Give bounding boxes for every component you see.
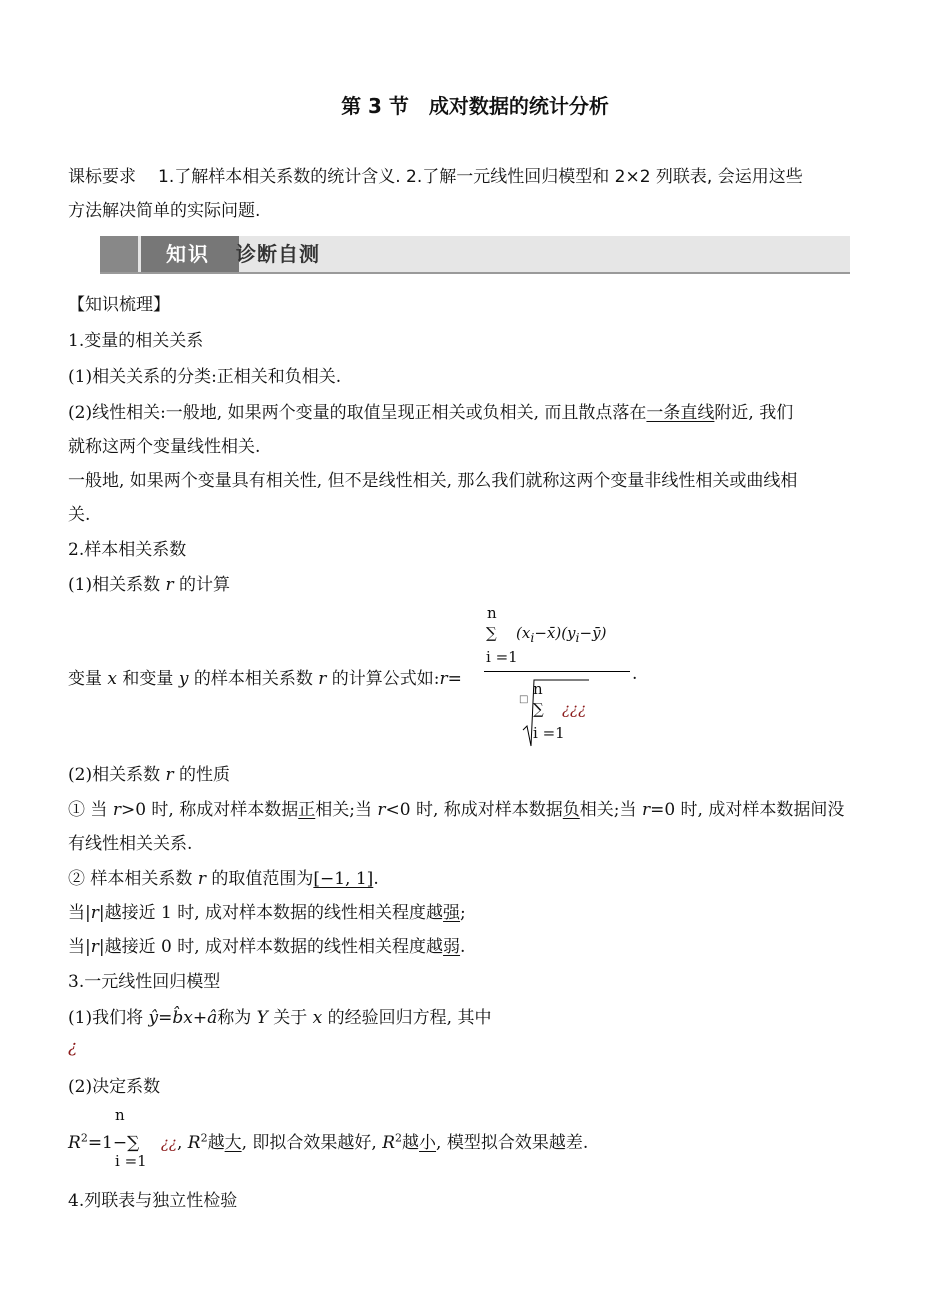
requirement-text-2: 方法解决简单的实际问题. [68,201,261,221]
s1-p1: (1)相关关系的分类:正相关和负相关. [68,367,342,387]
curriculum-requirement [68,160,888,228]
s2-c2: ② 样本相关系数 r 的取值范围为[−1, 1]. [68,869,379,889]
s1-p2-cont: 就称这两个变量线性相关. [68,437,261,457]
garbled-text: ¿¿¿ [562,700,587,718]
denominator-index: i =1 [533,724,565,742]
formula-prefix: 变量 x 和变量 y 的样本相关系数 r 的计算公式如:r= [68,669,462,689]
garbled-text-2: ¿ [68,1037,78,1057]
page-title: 第 3 节 成对数据的统计分析 [341,94,609,118]
s3-p1: (1)我们将 ŷ=b̂x+â称为 Y 关于 x 的经验回归方程, 其中 [68,1008,492,1028]
sum-lower-index: i =1 [486,648,518,666]
r2-sum-index: i =1 [115,1152,147,1170]
s2-c4: 当|r|越接近 0 时, 成对样本数据的线性相关程度越弱. [68,937,466,957]
r2-sum-n: n [115,1106,125,1124]
requirement-text-1: 1.了解样本相关系数的统计含义. 2.了解一元线性回归模型和 2×2 列联表, 会运用这些 [158,167,803,187]
numerator: $(x_i-x̄)(y_i-ȳ)$ [516,624,607,645]
s2-c1: ① 当 r>0 时, 称成对样本数据正相关;当 r<0 时, 称成对样本数据负相关;当 r=0 时, 成对样本数据间没 [68,800,845,820]
s1-heading: 1.变量的相关关系 [68,331,204,351]
s2-p2: (2)相关系数 r 的性质 [68,765,231,785]
sum-upper-n: n [487,604,497,622]
s4-heading: 4.列联表与独立性检验 [68,1191,238,1211]
denominator-sigma: ∑ [533,700,544,718]
s2-c1-cont: 有线性相关关系. [68,834,193,854]
s1-p3-cont: 关. [68,505,91,525]
denominator-n: n [533,680,543,698]
fraction-bar [484,671,630,672]
sum-sigma: ∑ [486,624,497,642]
banner-knowledge-label: 知识 [166,242,210,266]
s3-heading: 3.一元线性回归模型 [68,972,221,992]
formula-period: . [632,664,638,684]
knowledge-heading: 【知识梳理】 [68,295,170,315]
s2-p1: (1)相关系数 r 的计算 [68,575,231,595]
placeholder-box: □ [519,694,529,705]
s2-heading: 2.样本相关系数 [68,540,187,560]
s1-p3: 一般地, 如果两个变量具有相关性, 但不是线性相关, 那么我们就称这两个变量非线性相关或曲线相 [68,471,798,491]
s1-p2: (2)线性相关:一般地, 如果两个变量的取值呈现正相关或负相关, 而且散点落在一条直线附近, 我们 [68,403,794,423]
s3-p2: (2)决定系数 [68,1077,161,1097]
sqrt-sign [521,676,591,748]
underlined-answer: 一条直线 [646,403,715,423]
section-banner [100,236,850,274]
requirement-label: 课标要求 [68,167,136,187]
r2-formula: $R^2=1-\sum$ ¿¿, $R^2$越大, 即拟合效果越好, $R^2$越小, 模型拟合效果越差. [68,1131,589,1153]
banner-diagnosis-label: 诊断自测 [236,242,320,266]
s2-c3: 当|r|越接近 1 时, 成对样本数据的线性相关程度越强; [68,903,466,923]
